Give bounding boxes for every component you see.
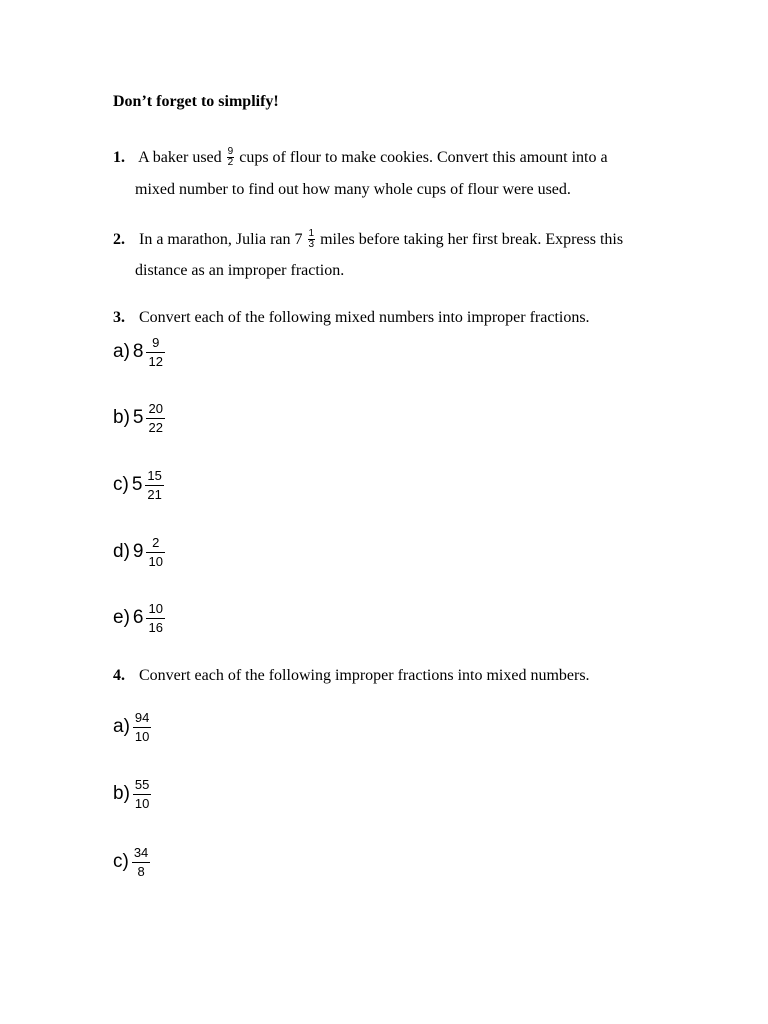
- denominator: 21: [147, 486, 162, 502]
- question-number: 1.: [113, 149, 125, 167]
- mixed-number-item: [113, 463, 164, 507]
- numerator: 1: [308, 228, 315, 239]
- denominator: 22: [148, 419, 163, 435]
- fraction: [146, 402, 164, 435]
- item-label: d): [113, 541, 130, 562]
- fraction: [146, 336, 164, 369]
- item-label: c): [113, 474, 129, 495]
- item-label: e): [113, 607, 130, 628]
- question-4: [113, 666, 590, 686]
- item-label: b): [113, 407, 130, 428]
- question-number: 2.: [113, 231, 125, 249]
- item-label: a): [113, 341, 130, 362]
- denominator: 16: [148, 619, 163, 635]
- question-text-start: A baker used: [138, 149, 222, 167]
- question-text-end: cups of flour to make cookies. Convert this amount into a: [239, 149, 608, 167]
- numerator: 2: [152, 534, 160, 550]
- worksheet-heading: Don’t forget to simplify!: [113, 93, 279, 110]
- question-number: 3.: [113, 309, 125, 326]
- fraction: [146, 602, 164, 635]
- question-text-start: In a marathon, Julia ran 7: [139, 231, 303, 249]
- denominator: 2: [227, 157, 234, 168]
- denominator: 12: [148, 353, 163, 369]
- item-label: a): [113, 716, 130, 737]
- item-label: c): [113, 851, 129, 872]
- numerator: 10: [148, 600, 163, 616]
- numerator: 20: [148, 400, 163, 416]
- numerator: 34: [133, 844, 149, 860]
- numerator: 9: [152, 334, 160, 350]
- denominator: 10: [134, 728, 150, 744]
- denominator: 8: [137, 863, 145, 879]
- question-text: Convert each of the following mixed numbers into improper fractions.: [139, 309, 590, 326]
- inline-fraction: [308, 229, 316, 250]
- numerator: 55: [134, 776, 150, 792]
- whole-number: 6: [132, 607, 144, 628]
- mixed-number-item: [113, 530, 165, 574]
- numerator: 9: [227, 146, 234, 157]
- mixed-number-item: [113, 330, 165, 374]
- mixed-number-item: [113, 396, 165, 440]
- question-text-end: miles before taking her first break. Express this: [320, 231, 624, 249]
- denominator: 10: [148, 553, 163, 569]
- question-number: 4.: [113, 667, 125, 684]
- fraction: [146, 536, 164, 569]
- improper-fraction-item: [113, 840, 150, 884]
- numerator: 94: [134, 709, 150, 725]
- fraction: [145, 469, 163, 502]
- whole-number: 5: [131, 474, 143, 495]
- question-1-line-2: mixed number to find out how many whole cups of flour were used.: [135, 181, 571, 198]
- denominator: 3: [308, 239, 315, 250]
- whole-number: 5: [132, 407, 144, 428]
- mixed-number-item: [113, 596, 165, 640]
- question-2: [113, 230, 623, 251]
- denominator: 10: [134, 795, 150, 811]
- whole-number: 9: [132, 541, 144, 562]
- improper-fraction-item: [113, 772, 151, 816]
- question-1: [113, 148, 608, 169]
- question-2-line-2: distance as an improper fraction.: [135, 262, 345, 279]
- question-text: Convert each of the following improper fractions into mixed numbers.: [139, 667, 590, 684]
- fraction: [132, 846, 150, 879]
- fraction: [133, 711, 151, 744]
- numerator: 15: [147, 467, 162, 483]
- inline-fraction: [227, 147, 235, 168]
- whole-number: 8: [132, 341, 144, 362]
- improper-fraction-item: [113, 705, 151, 749]
- fraction: [133, 778, 151, 811]
- question-3: [113, 308, 590, 328]
- item-label: b): [113, 783, 130, 804]
